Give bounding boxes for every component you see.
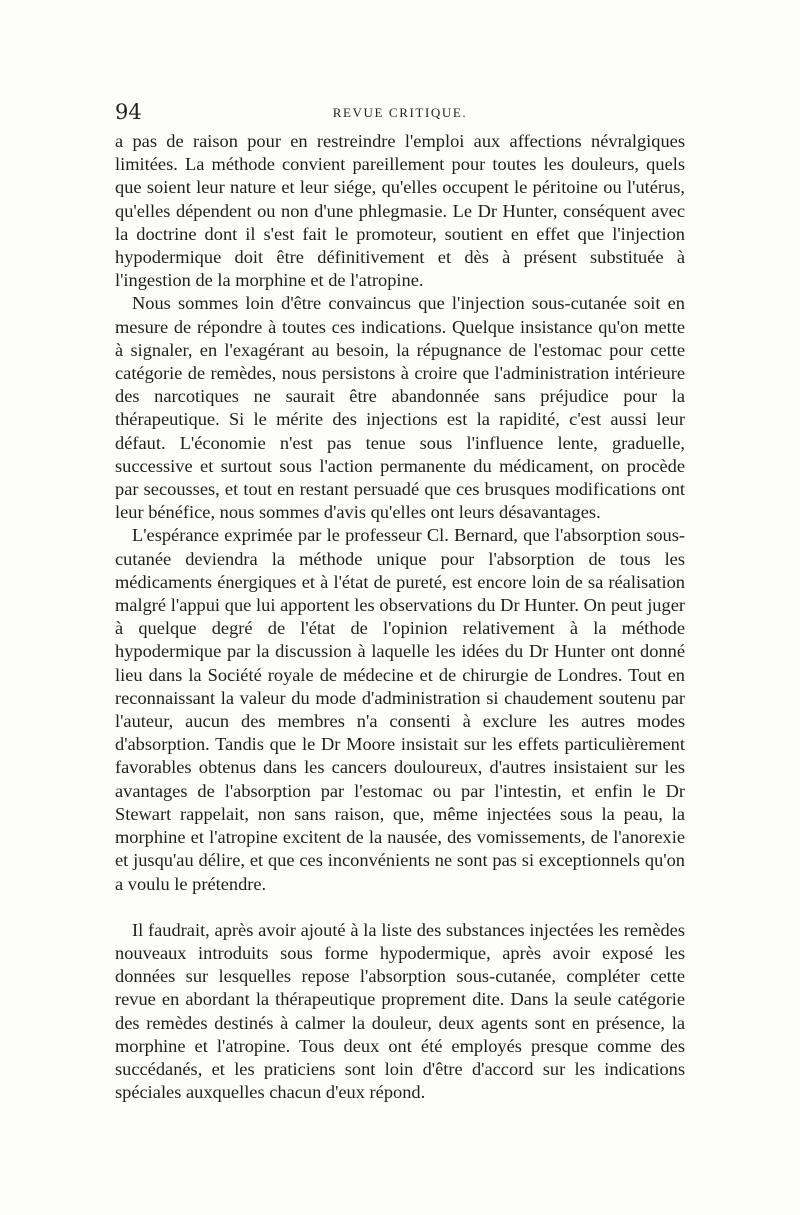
paragraph-3: L'espérance exprimée par le professeur Cl. Bernard, que l'absorption sous-cutanée deviendra la méthode unique pour l'absorption de tous les médicaments énergiques et à l'état de pureté, est encore loin de sa réalisation malgré l'appui que lui apportent les observations du Dr Hunter. On peut juger à quelque degré de l'état de l'opinion relativement à la méthode hypodermique par la discussion à laquelle les idées du Dr Hunter ont donné lieu dans la Société royale de médecine et de chirurgie de Londres. Tout en reconnaissant la valeur du mode d'administration si chaudement soutenu par l'auteur, aucun des membres n'a consenti à exclure les autres modes d'absorption. Tandis que le Dr Moore insistait sur les effets particulièrement favorables obtenus dans les cancers douloureux, d'autres insistaient sur les avantages de l'absorption par l'estomac ou par l'intestin, et enfin le Dr Stewart rappelait, non sans raison, que, même injectées sous la peau, la morphine et l'atropine excitent de la nausée, des vomissements, de l'anorexie et jusqu'au délire, et que ces inconvénients ne sont pas si exceptionnels qu'on a voulu le prétendre. bbox=[115, 525, 685, 894]
page-number: 94 bbox=[115, 100, 142, 124]
paragraph-4: Il faudrait, après avoir ajouté à la liste des substances injectées les remèdes nouveaux introduits sous forme hypodermique, après avoir exposé les données sur lesquelles repose l'absorption sous-cutanée, compléter cette revue en abordant la thérapeutique proprement dite. Dans la seule catégorie des remèdes destinés à calmer la douleur, deux agents sont en présence, la morphine et l'atropine. Tous deux ont été employés presque comme des succédanés, et les praticiens sont loin d'être d'accord sur les indications spéciales auxquelles chacun d'eux répond. bbox=[115, 919, 685, 1103]
running-title: REVUE CRITIQUE. bbox=[332, 105, 468, 120]
page-header bbox=[115, 100, 685, 124]
body-text bbox=[115, 130, 685, 1104]
paragraph-1: a pas de raison pour en restreindre l'emploi aux affections névralgiques limitées. La méthode convient pareillement pour toutes les douleurs, quels que soient leur nature et leur siége, qu'elles occupent le péritoine ou l'utérus, qu'elles dépendent ou non d'une phlegmasie. Le Dr Hunter, conséquent avec la doctrine dont il s'est fait le promoteur, soutient en effet que l'injection hypodermique doit être définitivement et dès à présent substituée à l'ingestion de la morphine et de l'atropine. bbox=[115, 131, 685, 291]
paragraph-2: Nous sommes loin d'être convaincus que l'injection sous-cutanée soit en mesure de répondre à toutes ces indications. Quelque insistance qu'on mette à signaler, en l'exagérant au besoin, la répugnance de l'estomac pour cette catégorie de remèdes, nous persistons à croire que l'administration intérieure des narcotiques ne saurait être abandonnée sans préjudice pour la thérapeutique. Si le mérite des injections est la rapidité, c'est aussi leur défaut. L'économie n'est pas tenue sous l'influence lente, graduelle, successive et surtout sous l'action permanente du médicament, on procède par secousses, et tout en restant persuadé que ces brusques modifications ont leur bénéfice, nous sommes d'avis qu'elles ont leurs désavantages. bbox=[115, 293, 685, 523]
